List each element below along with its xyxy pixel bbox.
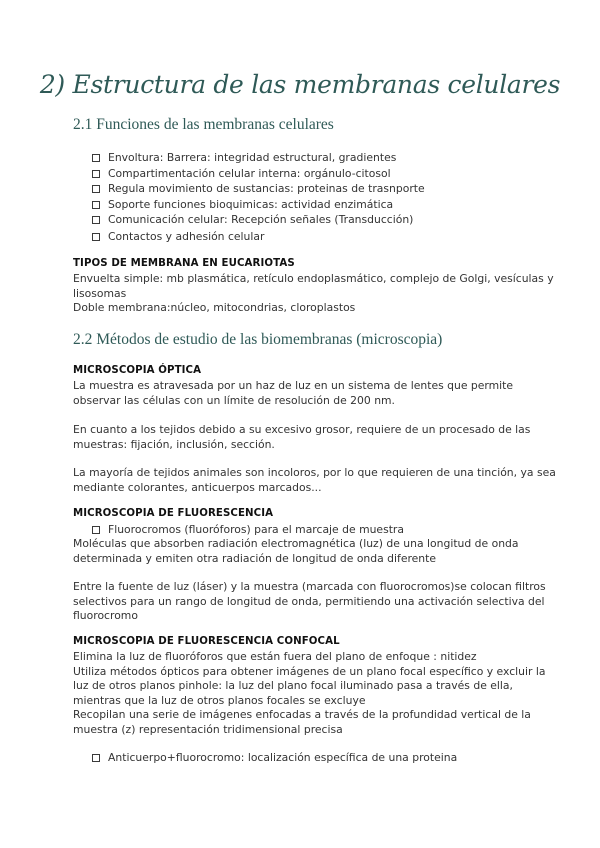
text-line: fluorocromo <box>73 609 138 623</box>
page-title: 2) Estructura de las membranas celulares <box>39 70 561 99</box>
checkbox-icon[interactable] <box>92 754 100 762</box>
checklist-label: Comunicación celular: Recepción señales (Transducción) <box>108 213 414 226</box>
paragraph-confocal <box>73 650 546 738</box>
text-line: La muestra es atravesada por un haz de luz en un sistema de lentes que permite <box>73 379 514 392</box>
checklist-item[interactable] <box>92 182 425 196</box>
text-line: Elimina la luz de fluoróforos que están fuera del plano de enfoque : nitidez <box>73 650 477 663</box>
subheading-microscopia-fluorescencia: MICROSCOPIA DE FLUORESCENCIA <box>73 508 274 519</box>
checklist-label: Soporte funciones bioquimicas: actividad enzimática <box>108 198 394 211</box>
section-heading-funciones: 2.1 Funciones de las membranas celulares <box>73 116 334 133</box>
text-line: selectivos para un rango de longitud de onda, permitiendo una activación selectiva del <box>73 594 545 608</box>
text-line: observar las células con un límite de resolución de 200 nm. <box>73 393 395 407</box>
text-line: lisosomas <box>73 286 127 300</box>
checklist-label: Anticuerpo+fluorocromo: localización específica de una proteina <box>108 751 458 764</box>
text-line: luz de otros planos pinhole: la luz del plano focal iluminado pasa a través de ella, <box>73 679 513 693</box>
checklist-label: Envoltura: Barrera: integridad estructural, gradientes <box>108 151 397 164</box>
subheading-microscopia-optica: MICROSCOPIA ÓPTICA <box>73 365 202 376</box>
subheading-microscopia-confocal: MICROSCOPIA DE FLUORESCENCIA CONFOCAL <box>73 636 340 647</box>
text-line: mientras que la luz de otros planos focales se excluye <box>73 693 366 707</box>
text-line: Recopilan una serie de imágenes enfocadas a través de la profundidad vertical de la <box>73 708 531 722</box>
checklist-item[interactable] <box>92 751 457 765</box>
checkbox-icon[interactable] <box>92 526 100 534</box>
checklist-item[interactable] <box>92 151 396 165</box>
text-line: Doble membrana:núcleo, mitocondrias, cloroplastos <box>73 301 356 315</box>
checklist-label: Compartimentación celular interna: orgánulo-citosol <box>108 167 391 180</box>
section-heading-metodos: 2.2 Métodos de estudio de las biomembranas (microscopia) <box>73 331 443 348</box>
checklist-item[interactable] <box>92 167 391 181</box>
subheading-tipos-membrana: TIPOS DE MEMBRANA EN EUCARIOTAS <box>73 258 295 269</box>
checkbox-icon[interactable] <box>92 216 100 224</box>
text-line: Entre la fuente de luz (láser) y la muestra (marcada con fluorocromos)se colocan filtros <box>73 580 546 593</box>
checklist-item[interactable] <box>92 523 404 537</box>
paragraph-fluorescencia-1 <box>73 537 535 566</box>
text-line: determinada y emiten otra radiación de longitud de onda diferente <box>73 551 437 565</box>
checklist-label: Fluorocromos (fluoróforos) para el marcaje de muestra <box>108 523 404 536</box>
text-line: En cuanto a los tejidos debido a su excesivo grosor, requiere de un procesado de las <box>73 423 531 436</box>
text-line: Moléculas que absorben radiación electromagnética (luz) de una longitud de onda <box>73 537 519 550</box>
paragraph-tipos <box>73 272 554 316</box>
checklist-item[interactable] <box>92 213 413 227</box>
paragraph-optica-1 <box>73 379 535 408</box>
text-line: muestras: fijación, inclusión, sección. <box>73 437 275 451</box>
text-line: Envuelta simple: mb plasmática, retículo endoplasmático, complejo de Golgi, vesículas y <box>73 272 554 285</box>
text-line: mediante colorantes, anticuerpos marcados... <box>73 480 322 494</box>
text-line: Utiliza métodos ópticos para obtener imágenes de un plano focal específico y excluir la <box>73 664 546 678</box>
checklist-item[interactable] <box>92 230 264 244</box>
paragraph-fluorescencia-2 <box>73 580 546 624</box>
paragraph-optica-3 <box>73 466 556 495</box>
checklist-label: Regula movimiento de sustancias: proteinas de trasnporte <box>108 182 425 195</box>
checkbox-icon[interactable] <box>92 185 100 193</box>
checklist-label: Contactos y adhesión celular <box>108 230 265 243</box>
text-line: La mayoría de tejidos animales son incoloros, por lo que requieren de una tinción, ya sea <box>73 466 556 479</box>
paragraph-optica-2 <box>73 423 535 452</box>
checkbox-icon[interactable] <box>92 201 100 209</box>
text-line: muestra (z) representación tridimensional precisa <box>73 722 343 736</box>
checkbox-icon[interactable] <box>92 233 100 241</box>
checkbox-icon[interactable] <box>92 154 100 162</box>
checkbox-icon[interactable] <box>92 170 100 178</box>
checklist-item[interactable] <box>92 198 393 212</box>
